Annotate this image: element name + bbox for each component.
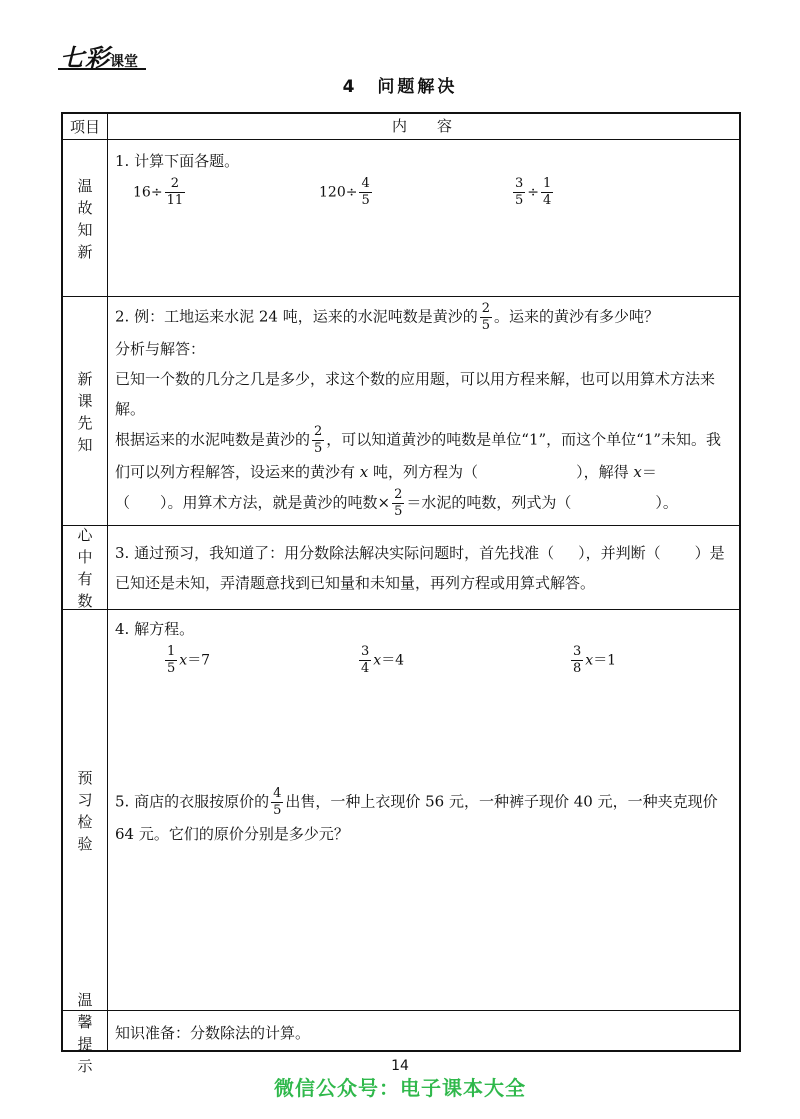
p3-num: 2	[394, 487, 403, 502]
question-5	[115, 786, 729, 849]
eq1-variable: x	[179, 652, 188, 669]
q5-num: 4	[273, 786, 282, 801]
expr2-fraction	[359, 176, 371, 209]
expr3-fraction-1	[513, 176, 525, 209]
analysis-paragraph-2	[115, 424, 729, 487]
section-label-tip: 温 馨 提 示	[77, 991, 93, 1075]
review-content	[115, 146, 729, 216]
expr3-op: ÷	[527, 184, 540, 201]
logo-underline	[58, 68, 146, 70]
expr2-op: ÷	[345, 184, 358, 201]
section-label-review: 温 故 知 新	[77, 176, 93, 261]
new-lesson-content	[115, 301, 729, 520]
q2-num: 2	[481, 301, 490, 316]
q3-text-b: ），并判断（	[578, 544, 661, 562]
expr1-whole: 16	[133, 184, 151, 201]
p2-fraction	[312, 424, 324, 457]
answer-space-4[interactable]	[115, 684, 729, 786]
eq3-den: 8	[573, 661, 582, 676]
p2-variable: x	[359, 463, 369, 481]
q2-fraction	[480, 301, 492, 334]
expr1-num: 2	[165, 176, 186, 193]
p2-text-b: ，可以知道黄沙的吨数是单位“1”，而这个单位“1”未知。我们可以列方程解答，设运来的黄沙有	[115, 430, 722, 481]
expr3-fraction-2	[541, 176, 553, 209]
eq2-den: 4	[361, 661, 370, 676]
q2-den: 5	[481, 318, 490, 333]
section-label-check: 预 习 检 验	[77, 768, 93, 853]
equation-3	[569, 644, 616, 677]
p2-text-e: ＝	[641, 463, 657, 481]
eq1-den: 5	[167, 661, 176, 676]
q5-fraction	[271, 786, 283, 819]
logo-subtext: 课堂	[110, 54, 138, 70]
p3-text-a: （ ）。用算术方法，就是黄沙的吨数×	[115, 493, 391, 512]
eq2-fraction	[359, 644, 371, 677]
q3-text-a: 3. 通过预习，我知道了：用分数除法解决实际问题时，首先找准（	[115, 544, 555, 562]
section-label-new-lesson: 新 课 先 知	[77, 369, 93, 454]
p3-den: 5	[394, 504, 403, 519]
analysis-paragraph-3	[115, 487, 729, 520]
expr1-fraction	[165, 176, 186, 209]
eq2-rhs: ＝4	[381, 652, 405, 669]
equation-1	[163, 644, 210, 677]
equations	[115, 644, 729, 684]
p3-fraction	[392, 487, 404, 520]
review-expressions	[115, 176, 729, 216]
question-4: 4. 解方程。	[115, 620, 195, 638]
p2-num: 2	[314, 424, 323, 439]
expression-2	[319, 176, 374, 209]
section-check	[63, 609, 739, 1010]
mind-content	[115, 538, 729, 598]
expr2-whole: 120	[319, 184, 346, 201]
p3-text-c: ）。	[655, 493, 678, 512]
expression-3	[511, 176, 555, 209]
analysis-paragraph-1: 已知一个数的几分之几是多少，求这个数的应用题，可以用方程来解，也可以用算术方法来解。	[115, 370, 716, 418]
expression-1	[133, 176, 187, 209]
eq2-variable: x	[373, 652, 382, 669]
p2-text-a: 根据运来的水泥吨数是黄沙的	[115, 430, 311, 449]
question-2	[115, 301, 729, 334]
q5-den: 5	[273, 803, 282, 818]
expr3-num1: 3	[515, 176, 524, 191]
page-title: 4 问题解决	[342, 77, 458, 97]
eq1-rhs: ＝7	[187, 652, 211, 669]
p2-text-d: ），解得	[576, 463, 629, 481]
section-new-lesson	[63, 296, 739, 525]
page-number: 14	[391, 1058, 409, 1074]
header-item-label: 项目	[69, 117, 100, 136]
table-header-row	[63, 114, 739, 139]
header-content-label: 内 容	[391, 117, 452, 135]
expr2-den: 5	[361, 193, 370, 208]
eq3-num: 3	[573, 644, 582, 659]
expr2-num: 4	[361, 176, 370, 191]
q5-text-a: 5. 商店的衣服按原价的	[115, 792, 270, 811]
question-1: 1. 计算下面各题。	[115, 152, 240, 170]
analysis-heading: 分析与解答：	[115, 340, 206, 358]
check-content	[115, 614, 729, 849]
section-mind	[63, 525, 739, 609]
expr1-den: 11	[166, 193, 184, 208]
eq3-fraction	[571, 644, 583, 677]
eq3-rhs: ＝1	[593, 652, 617, 669]
eq2-num: 3	[361, 644, 370, 659]
p2-text-c: 吨，列方程为（	[373, 463, 479, 481]
watermark: 微信公众号：电子课本大全	[274, 1076, 526, 1100]
eq1-num: 1	[167, 644, 176, 659]
expr3-den1: 5	[515, 193, 524, 208]
equation-2	[357, 644, 404, 677]
p2-den: 5	[314, 441, 323, 456]
eq3-variable: x	[585, 652, 594, 669]
worksheet-table	[61, 112, 741, 1075]
p2-variable-2: x	[633, 463, 642, 481]
expr1-op: ÷	[150, 184, 163, 201]
p3-text-b: ＝水泥的吨数，列式为（	[406, 493, 572, 512]
expr3-num2: 1	[543, 176, 552, 191]
tip-text: 知识准备：分数除法的计算。	[115, 1024, 311, 1042]
expr3-den2: 4	[543, 193, 552, 208]
section-review	[63, 139, 739, 296]
q2-text-b: 。运来的黄沙有多少吨？	[494, 307, 660, 326]
logo-text: 七彩	[60, 44, 110, 72]
eq1-fraction	[165, 644, 177, 677]
q3-text-c: ）是已知还是未知，弄清题意找到已知量和未知量，再列方程或用算式解答。	[115, 544, 725, 592]
q5-text-b: 出售，一种上衣现价 56 元，一种裤子现价 40 元，一种夹克现价 64 元。它们的原价分别是多少元？	[115, 792, 718, 843]
section-label-mind: 心 中 有 数	[77, 526, 93, 610]
q2-text-a: 2. 例：工地运来水泥 24 吨，运来的水泥吨数是黄沙的	[115, 307, 478, 326]
